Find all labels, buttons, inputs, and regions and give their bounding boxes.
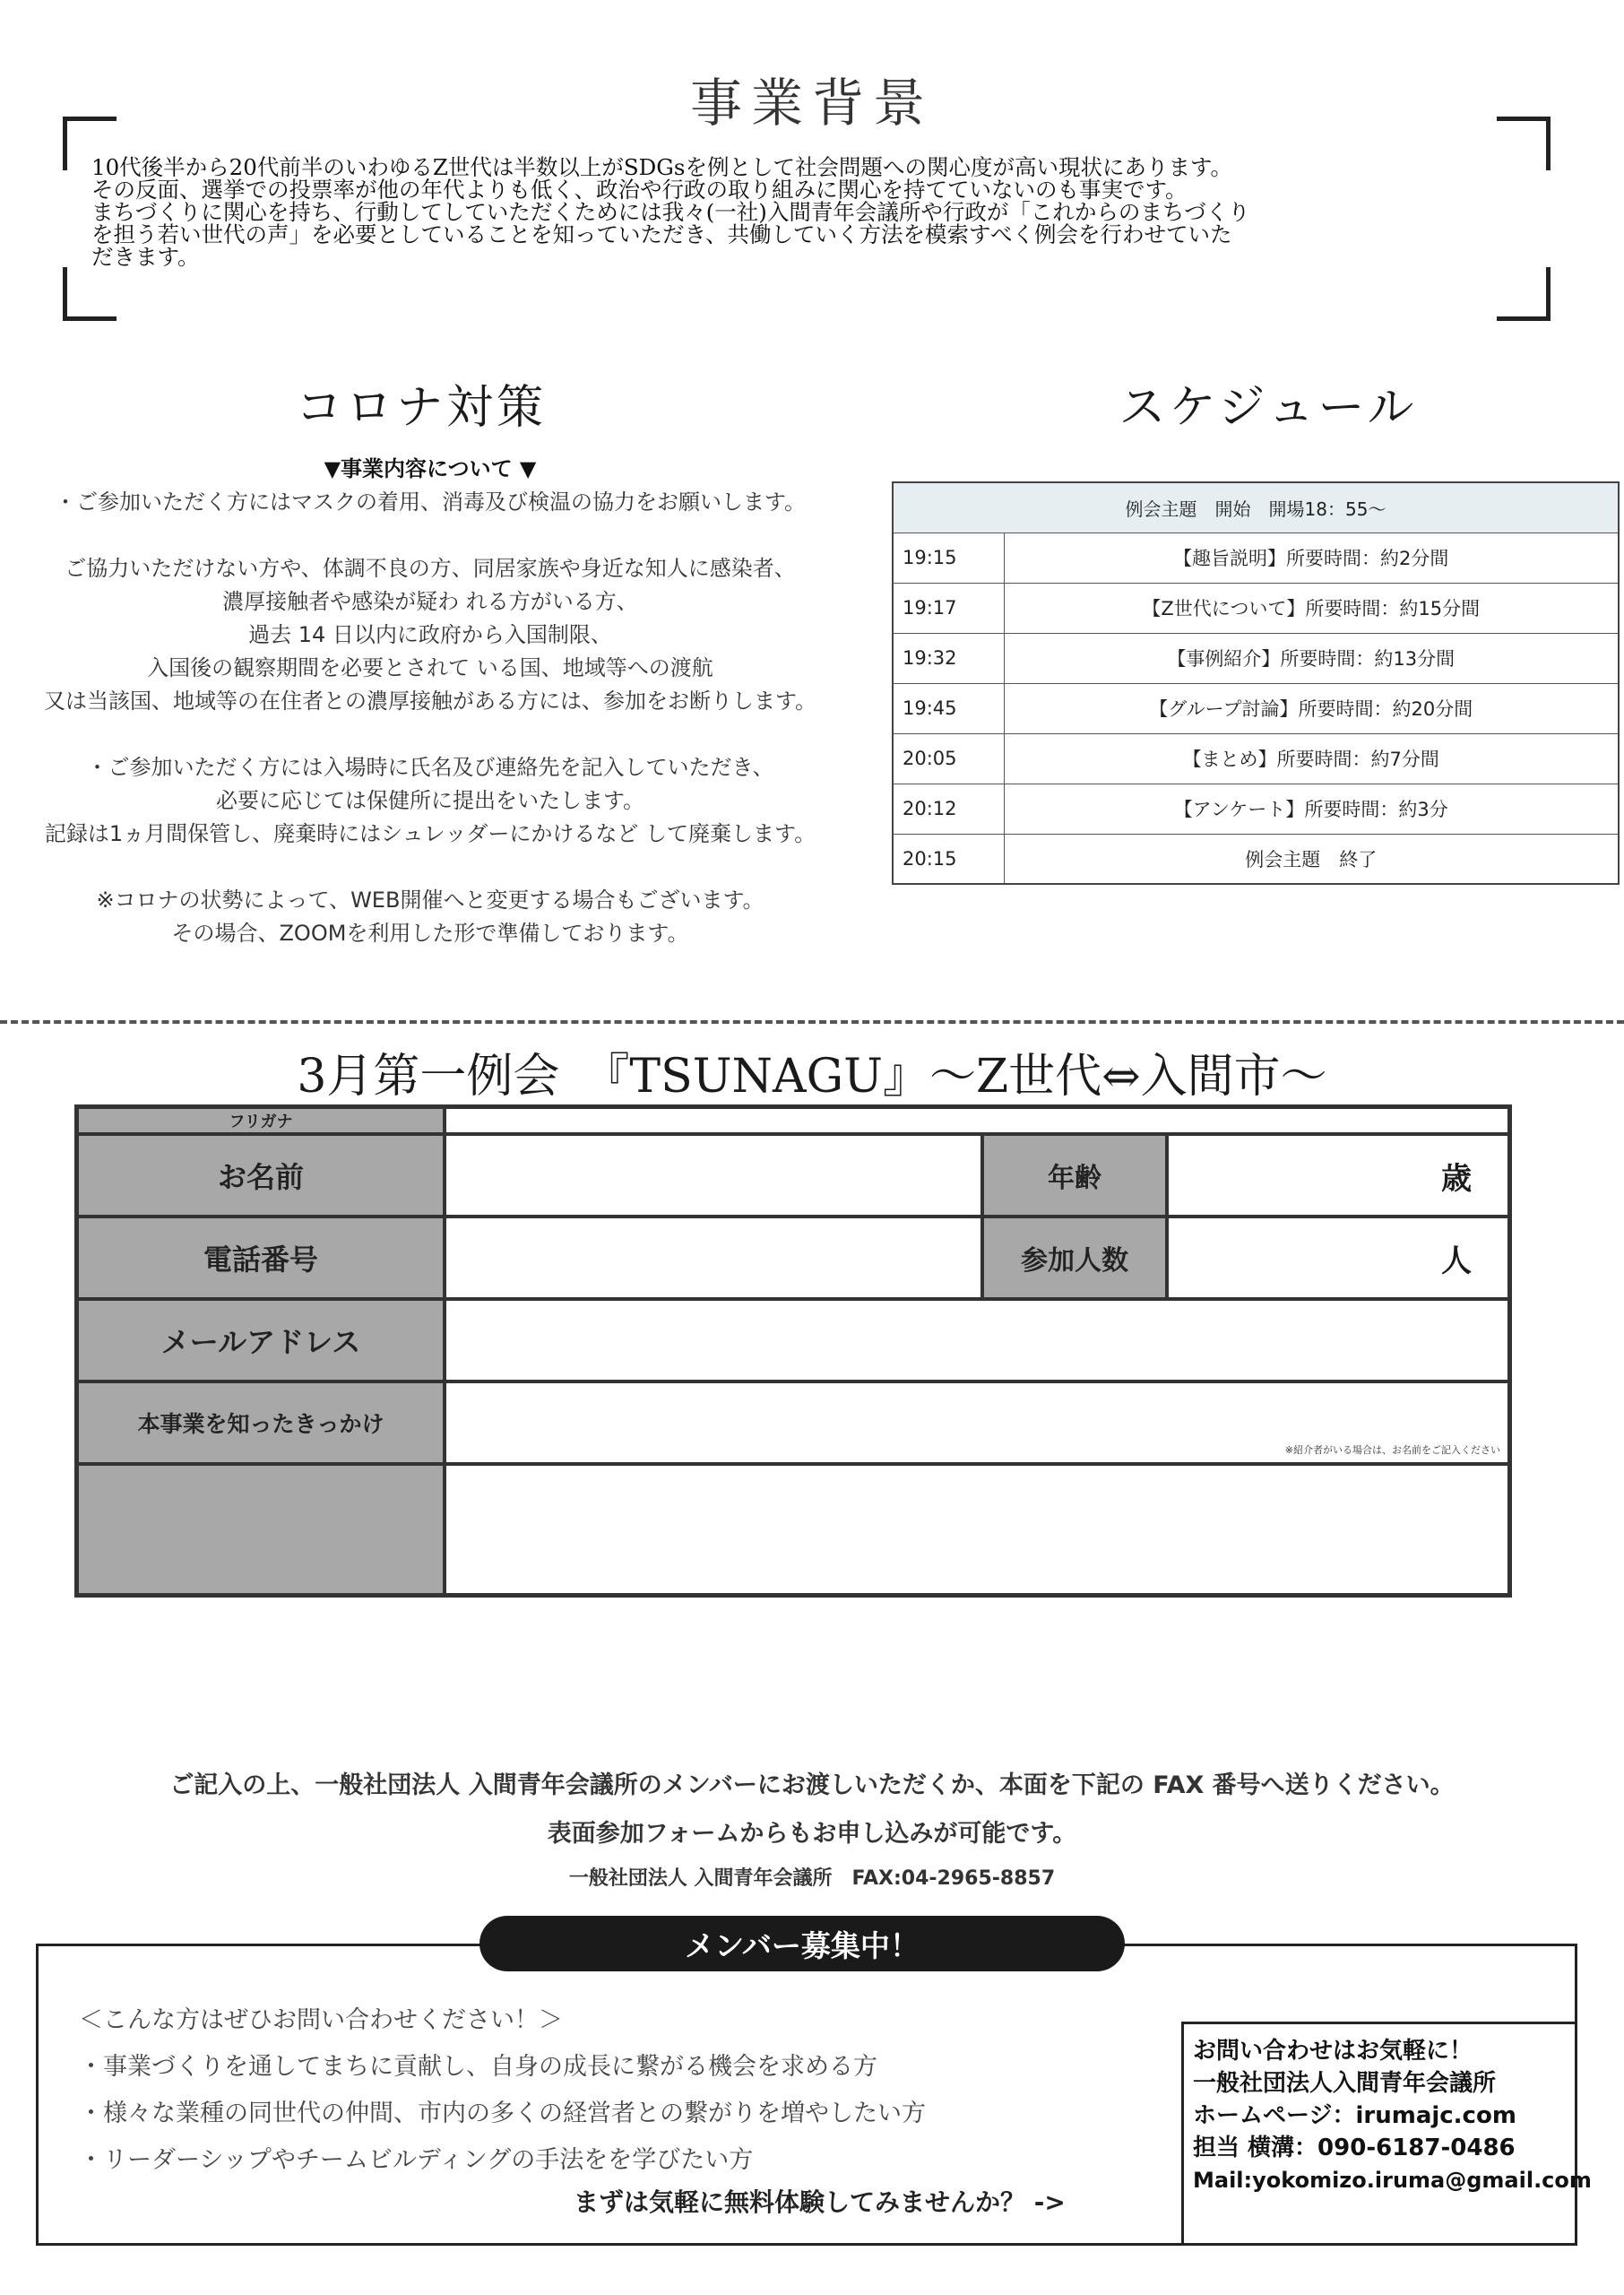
source-label: 本事業を知ったきっかけ: [77, 1381, 445, 1464]
schedule-row: [893, 733, 1619, 784]
schedule-desc: 【まとめ】所要時間：約7分間: [1004, 733, 1619, 784]
extra-label-cell: [77, 1464, 445, 1595]
source-field[interactable]: [445, 1381, 1509, 1464]
phone-label: 電話番号: [77, 1217, 445, 1299]
schedule-time: 19:32: [893, 633, 1004, 683]
instruction-line: ご記入の上、一般社団法人 入間青年会議所のメンバーにお渡しいただくか、本面を下記の FAX 番号へ送りください。: [169, 1771, 1455, 1799]
schedule-table: [892, 481, 1620, 885]
furigana-label: フリガナ: [77, 1107, 445, 1134]
background-line: を担う若い世代の声」を必要としていることを知っていただき、共働していく方法を模索すべく例会を行わせていた: [91, 221, 1232, 247]
phone-field[interactable]: [445, 1217, 982, 1299]
cut-line-divider: [0, 1020, 1624, 1024]
corona-line: 入国後の観察期間を必要とされて いる国、地域等への渡航: [147, 655, 713, 680]
contact-homepage: ホームページ：irumajc.com: [1193, 2102, 1516, 2129]
recruit-item: ・様々な業種の同世代の仲間、市内の多くの経営者との繋がりを増やしたい方: [79, 2100, 926, 2127]
recruit-item: ＜こんな方はぜひお問い合わせください！＞: [79, 2006, 563, 2034]
contact-phone: 担当 横溝：090-6187-0486: [1193, 2135, 1516, 2161]
schedule-desc: 【趣旨説明】所要時間：約2分間: [1004, 533, 1619, 583]
age-label: 年齢: [982, 1134, 1167, 1217]
schedule-time: 19:17: [893, 583, 1004, 633]
name-field[interactable]: [445, 1134, 982, 1217]
schedule-header: 例会主題 開始 開場18：55～: [893, 482, 1619, 533]
background-line: まちづくりに関心を持ち、行動してしていただくためには我々(一社)入間青年会議所や行政が「これからのまちづくり: [91, 199, 1250, 225]
schedule-time: 20:12: [893, 784, 1004, 834]
corona-line: その場合、ZOOMを利用した形で準備しております。: [171, 921, 689, 946]
participants-unit: 人: [1441, 1243, 1472, 1279]
corona-heading: ▼事業内容について ▼: [324, 456, 537, 481]
email-field[interactable]: [445, 1299, 1509, 1381]
form-title: 3月第一例会 『TSUNAGU』～Z世代⇔入間市～: [297, 1050, 1327, 1104]
age-field[interactable]: [1167, 1134, 1509, 1217]
recruit-list: [79, 1997, 926, 2184]
registration-form: [74, 1104, 1512, 1598]
corona-line: ・ご参加いただく方には入場時に氏名及び連絡先を記入していただき、: [86, 755, 774, 780]
email-label: メールアドレス: [77, 1299, 445, 1381]
schedule-header-row: [893, 482, 1619, 533]
schedule-desc: 【Z世代について】所要時間：約15分間: [1004, 583, 1619, 633]
contact-box: [1181, 2022, 1592, 2246]
referrer-note: ※紹介者がいる場合は、お名前をご記入ください: [1284, 1444, 1500, 1456]
corona-line: ・ご参加いただく方にはマスクの着用、消毒及び検温の協力をお願いします。: [54, 489, 807, 515]
schedule-time: 20:15: [893, 834, 1004, 884]
furigana-field[interactable]: [445, 1107, 1509, 1134]
extra-field[interactable]: [445, 1464, 1509, 1595]
recruit-item: ・事業づくりを通してまちに貢献し、自身の成長に繋がる機会を求める方: [79, 2053, 877, 2081]
schedule-desc: 例会主題 終了: [1004, 834, 1619, 884]
schedule-row: [893, 633, 1619, 683]
corona-line: ※コロナの状勢によって、WEB開催へと変更する場合もございます。: [96, 888, 764, 913]
corona-line: 濃厚接触者や感染が疑わ れる方がいる方、: [222, 589, 638, 614]
instruction-line: 表面参加フォームからもお申し込みが可能です。: [547, 1820, 1077, 1848]
schedule-time: 20:05: [893, 733, 1004, 784]
corona-body: [0, 453, 860, 950]
bracket-bottom-left: [63, 267, 117, 321]
schedule-row: [893, 533, 1619, 583]
schedule-row: [893, 834, 1619, 884]
recruit-cta: まずは気軽に無料体験してみませんか？ ->: [574, 2187, 1066, 2217]
background-line: だきます。: [91, 244, 200, 270]
background-line: 10代後半から20代前半のいわゆるZ世代は半数以上がSDGsを例として社会問題への関心度が高い現状にあります。: [91, 154, 1232, 180]
schedule-row: [893, 784, 1619, 834]
schedule-row: [893, 583, 1619, 633]
corona-line: 記録は1ヵ月間保管し、廃棄時にはシュレッダーにかけるなど して廃棄します。: [44, 821, 816, 846]
age-unit: 歳: [1441, 1160, 1472, 1197]
bracket-bottom-right: [1497, 267, 1551, 321]
recruit-banner: メンバー募集中！: [479, 1916, 1125, 1971]
background-title: 事業背景: [689, 73, 934, 134]
schedule-time: 19:15: [893, 533, 1004, 583]
contact-line: お問い合わせはお気軽に！: [1193, 2038, 1473, 2065]
corona-line: 過去 14 日以内に政府から入国制限、: [248, 622, 612, 647]
participants-label: 参加人数: [982, 1217, 1167, 1299]
corona-line: 必要に応じては保健所に提出をいたします。: [215, 788, 645, 813]
contact-email: Mail:yokomizo.iruma@gmail.com: [1193, 2168, 1592, 2193]
schedule-time: 19:45: [893, 683, 1004, 733]
submission-instructions: [0, 1762, 1624, 1900]
schedule-row: [893, 683, 1619, 733]
fax-line: 一般社団法人 入間青年会議所 FAX:04-2965-8857: [568, 1867, 1056, 1890]
corona-title: コロナ対策: [295, 381, 547, 435]
schedule-desc: 【グループ討論】所要時間：約20分間: [1004, 683, 1619, 733]
corona-line: 又は当該国、地域等の在住者との濃厚接触がある方には、参加をお断りします。: [43, 688, 817, 714]
schedule-title: スケジュール: [1119, 381, 1418, 435]
name-label: お名前: [77, 1134, 445, 1217]
contact-line: 一般社団法人入間青年会議所: [1193, 2070, 1497, 2097]
background-body: [91, 156, 1525, 268]
participants-field[interactable]: [1167, 1217, 1509, 1299]
recruit-item: ・リーダーシップやチームビルディングの手法をを学びたい方: [79, 2146, 754, 2174]
corona-line: ご協力いただけない方や、体調不良の方、同居家族や身近な知人に感染者、: [65, 556, 796, 581]
schedule-desc: 【アンケート】所要時間：約3分: [1004, 784, 1619, 834]
schedule-desc: 【事例紹介】所要時間：約13分間: [1004, 633, 1619, 683]
background-line: その反面、選挙での投票率が他の年代よりも低く、政治や行政の取り組みに関心を持てていないのも事実です。: [91, 177, 1188, 203]
